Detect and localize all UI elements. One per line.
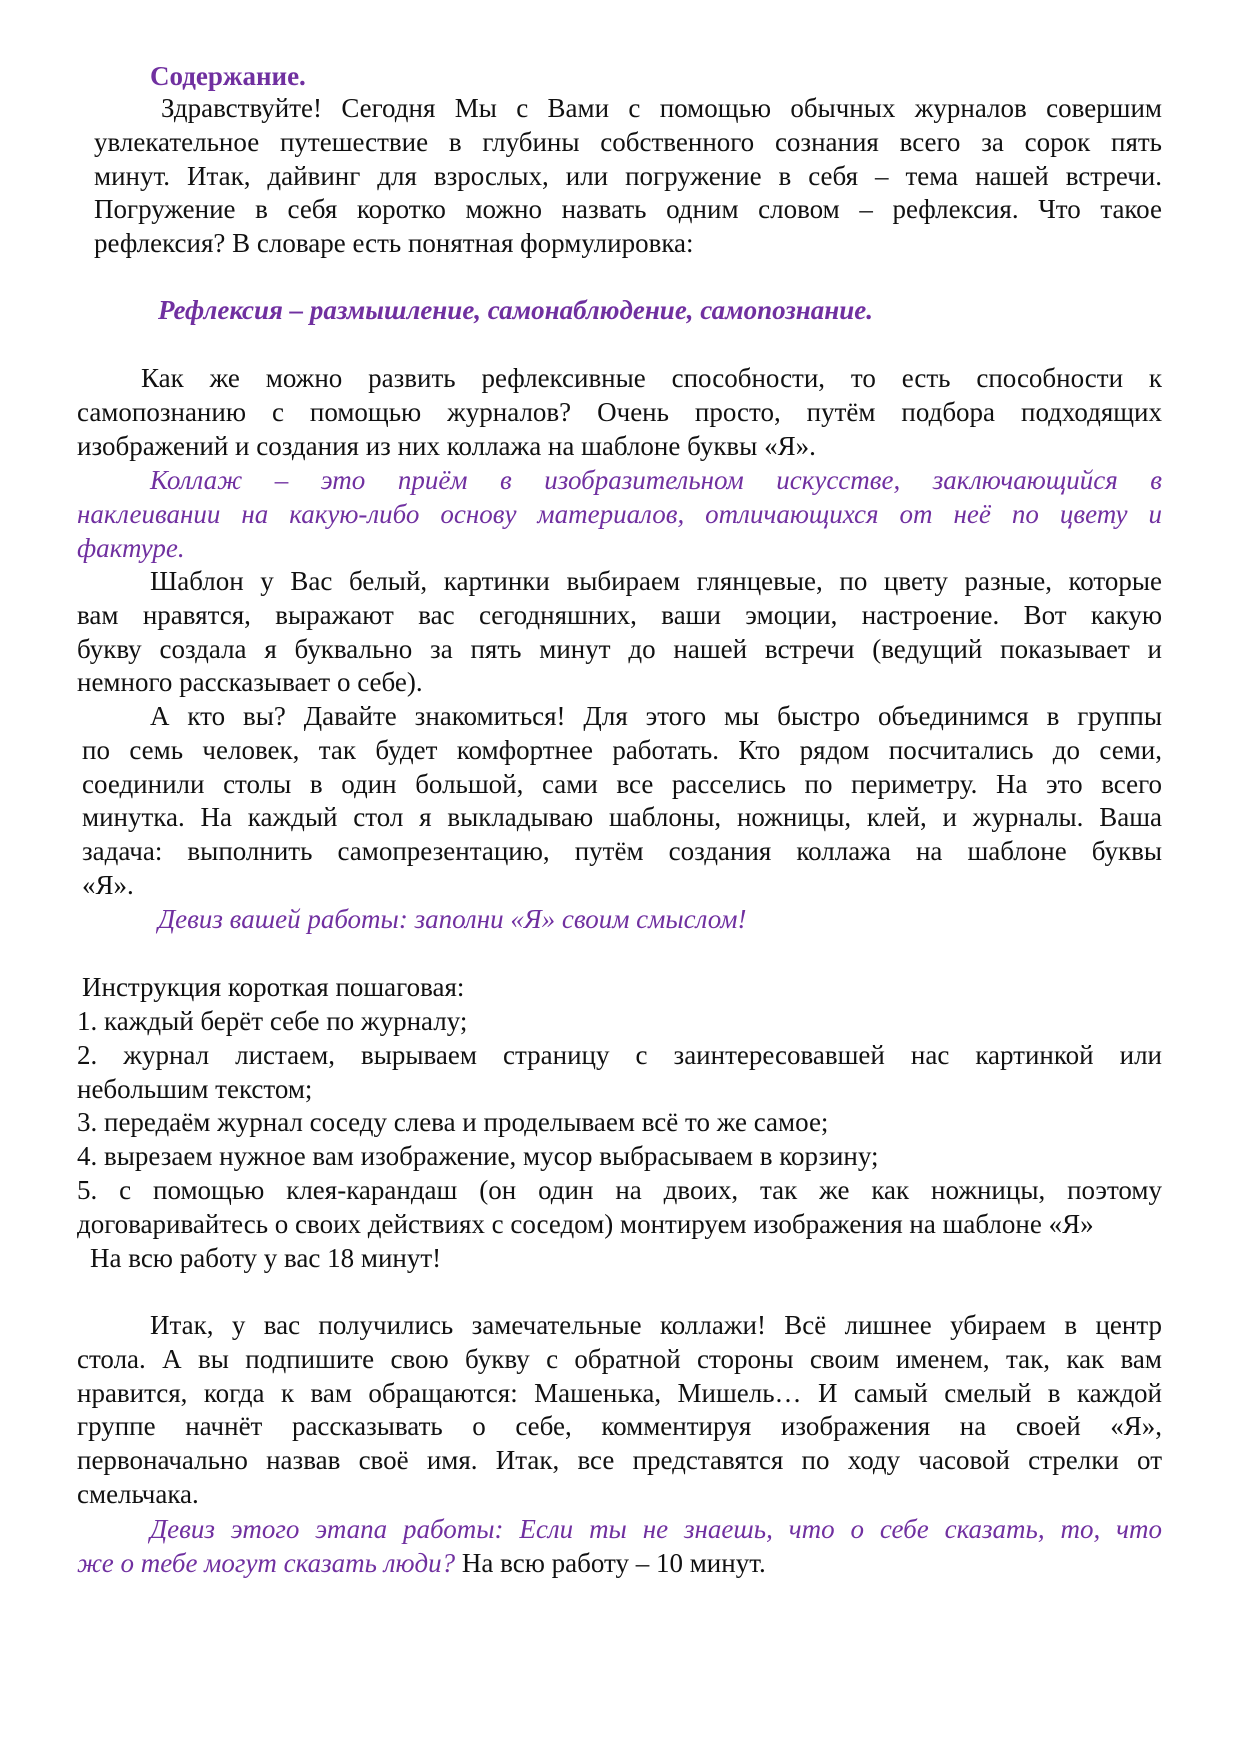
- text-line-content: А кто вы? Давайте знакомиться! Для этого мы быстро объединимся в группы: [150, 701, 1162, 731]
- text-line-content: На всю работу у вас 18 минут!: [90, 1243, 442, 1273]
- text-line: [77, 1377, 1162, 1411]
- text-line-content: самопознанию с помощью журналов? Очень просто, путём подбора подходящих: [77, 396, 1162, 427]
- text-line-content: 4. вырезаем нужное вам изображение, мусор выбрасываем в корзину;: [77, 1141, 879, 1172]
- text-line: [94, 126, 1162, 160]
- text-line: [77, 1174, 1162, 1208]
- text-line-content: Коллаж – это приём в изобразительном искусстве, заключающийся в: [150, 465, 1162, 495]
- text-line-content: фактуре.: [77, 532, 185, 563]
- text-line: [77, 430, 1162, 464]
- text-line: [82, 700, 1162, 734]
- text-line-content: наклеивании на какую-либо основу материалов, отличающихся от неё по цвету и: [77, 498, 1162, 529]
- text-line: [77, 362, 1162, 396]
- text-line-content: Итак, у вас получились замечательные коллажи! Всё лишнее убираем в центр: [150, 1310, 1162, 1340]
- text-line-content: Инструкция короткая пошаговая:: [82, 972, 465, 1002]
- text-line: [77, 599, 1162, 633]
- motto-2-paragraph: [77, 1513, 1162, 1581]
- text-line-content: Рефлексия – размышление, самонаблюдение, самопознание.: [158, 295, 874, 325]
- text-line-content: Погружение в себя коротко можно назвать одним словом – рефлексия. Что такое: [94, 194, 1162, 225]
- text-line: [77, 1208, 1162, 1242]
- text-line: [82, 768, 1162, 802]
- text-line: [77, 1513, 1162, 1547]
- text-line-content: Содержание.: [150, 61, 306, 91]
- text-line-content: 3. передаём журнал соседу слева и проделываем всё то же самое;: [77, 1107, 829, 1138]
- text-line: [77, 396, 1162, 430]
- text-line: [77, 1547, 1162, 1581]
- text-line: [77, 1309, 1162, 1343]
- text-line: [77, 1478, 1162, 1512]
- text-line-content: смельчака.: [77, 1478, 199, 1509]
- text-line-content: рефлексия? В словаре есть понятная формулировка:: [94, 228, 694, 259]
- text-line-content: стола. А вы подпишите свою букву с обратной стороны своим именем, так, как вам: [77, 1343, 1162, 1374]
- text-line-content: нравится, когда к вам обращаются: Машенька, Мишель… И самый смелый в каждой: [77, 1377, 1162, 1408]
- text-line-content: 1. каждый берёт себе по журналу;: [77, 1006, 468, 1036]
- template-description-paragraph: [77, 565, 1162, 700]
- text-line-content: договаривайтесь о своих действиях с соседом) монтируем изображения на шаблоне «Я»: [77, 1208, 1094, 1239]
- text-line: [77, 633, 1162, 667]
- steps-paragraph: [77, 1005, 1162, 1242]
- text-line: [82, 734, 1162, 768]
- motto-1-paragraph: [158, 903, 1162, 937]
- text-line-content: немного рассказывает о себе).: [77, 667, 423, 698]
- text-line-content: Как же можно развить рефлексивные способности, то есть способности к: [141, 363, 1162, 393]
- text-line: [77, 532, 1162, 566]
- text-line-content: букву создала я буквально за пять минут до нашей встречи (ведущий показывает и: [77, 633, 1162, 664]
- text-line-content: минут. Итак, дайвинг для взрослых, или погружение в себя – тема нашей встречи.: [94, 160, 1162, 191]
- text-line: [77, 1073, 1162, 1107]
- groups-paragraph: [82, 700, 1162, 903]
- text-line: [94, 160, 1162, 194]
- text-line-content: задача: выполнить самопрезентацию, путём создания коллажа на шаблоне буквы: [82, 836, 1162, 867]
- text-line: [150, 60, 1162, 94]
- text-line: [77, 464, 1162, 498]
- text-line-content: первоначально назвав своё имя. Итак, все представятся по ходу часовой стрелки от: [77, 1445, 1162, 1476]
- work-time-note: На всю работу – 10 минут.: [455, 1547, 766, 1578]
- text-line: [94, 227, 1162, 261]
- text-line: [82, 971, 1162, 1005]
- text-line-content: Девиз вашей работы: заполни «Я» своим смыслом!: [158, 904, 747, 934]
- text-line-content: Здравствуйте! Сегодня Мы с Вами с помощью обычных журналов совершим: [161, 93, 1162, 123]
- text-line-content: группе начнёт рассказывать о себе, комментируя изображения на своей «Я»,: [77, 1411, 1162, 1442]
- text-line: [94, 92, 1162, 126]
- reflection-definition-paragraph: [158, 294, 1162, 328]
- text-line: [77, 1039, 1162, 1073]
- text-line-content: вам нравятся, выражают вас сегодняшних, ваши эмоции, настроение. Вот какую: [77, 599, 1162, 630]
- text-line: [77, 1343, 1162, 1377]
- text-line: [90, 1242, 1162, 1276]
- text-line: [77, 666, 1162, 700]
- text-line-content: минутка. На каждый стол я выкладываю шаблоны, ножницы, клей, и журналы. Ваша: [82, 802, 1162, 833]
- text-line-content: изображений и создания из них коллажа на шаблоне буквы «Я».: [77, 430, 816, 461]
- text-line-content: соединили столы в один большой, сами все расселись по периметру. На это всего: [82, 768, 1162, 799]
- text-line-content: Девиз этого этапа работы: Если ты не знаешь, что о себе сказать, то, что: [150, 1514, 1162, 1544]
- text-line-content: по семь человек, так будет комфортнее работать. Кто рядом посчитались до семи,: [82, 734, 1162, 765]
- text-line-content: же о тебе могут сказать люди?: [77, 1547, 456, 1578]
- results-paragraph: [77, 1309, 1162, 1512]
- text-line: [77, 498, 1162, 532]
- text-line-content: «Я».: [82, 869, 134, 900]
- text-line: [77, 565, 1162, 599]
- text-line: [82, 801, 1162, 835]
- text-line-content: Шаблон у Вас белый, картинки выбираем глянцевые, по цвету разные, которые: [150, 566, 1162, 596]
- intro-paragraph: [94, 92, 1162, 261]
- text-line: [82, 869, 1162, 903]
- text-line: [77, 1140, 1162, 1174]
- text-line-content: 5. с помощью клея-карандаш (он один на двоих, так же как ножницы, поэтому: [77, 1174, 1162, 1205]
- text-line-content: небольшим текстом;: [77, 1073, 313, 1104]
- text-line-content: 2. журнал листаем, вырываем страницу с заинтересовавшей нас картинкой или: [77, 1039, 1162, 1070]
- collage-definition-paragraph: [77, 464, 1162, 565]
- time-18-paragraph: [90, 1242, 1162, 1276]
- text-line: [94, 193, 1162, 227]
- text-line: [77, 1005, 1162, 1039]
- text-line-content: увлекательное путешествие в глубины собственного сознания всего за сорок пять: [94, 126, 1162, 157]
- text-line: [77, 1106, 1162, 1140]
- text-line: [77, 1410, 1162, 1444]
- text-line: [77, 1444, 1162, 1478]
- instruction-title-paragraph: [82, 971, 1162, 1005]
- text-line: [158, 903, 1162, 937]
- text-line: [82, 835, 1162, 869]
- how-to-develop-paragraph: [77, 362, 1162, 463]
- text-line: [158, 294, 1162, 328]
- heading-paragraph: [150, 60, 1162, 94]
